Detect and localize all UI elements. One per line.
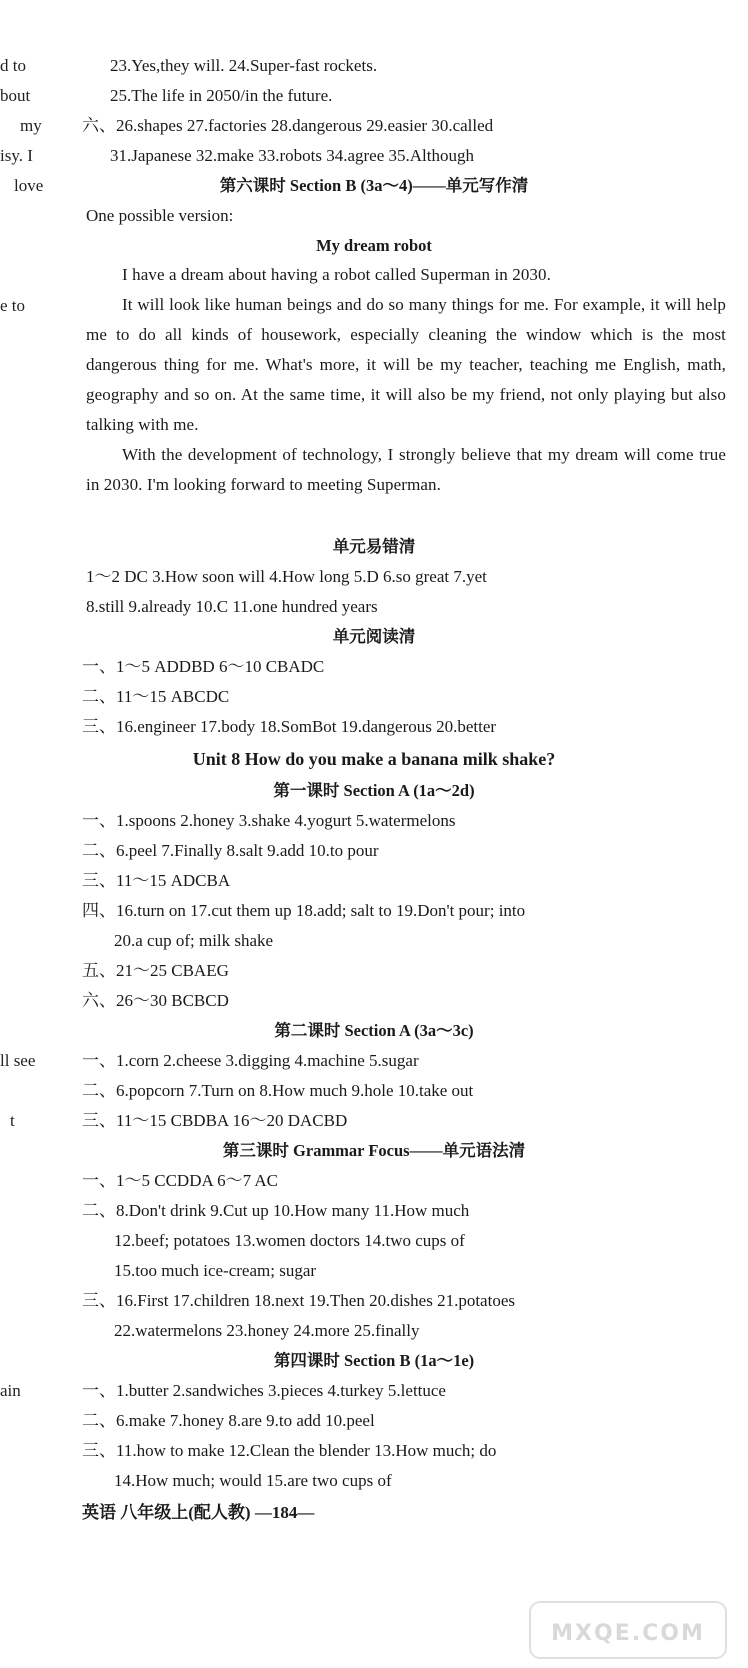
- margin-fragment: t: [10, 1111, 15, 1130]
- answer-line: 三、16.engineer 17.body 18.SomBot 19.dangerous 20.better: [82, 717, 497, 736]
- watermark-text: MXQE.COM: [551, 1621, 705, 1646]
- answer-line: 六、26～30 BCBCD: [82, 991, 229, 1010]
- section-heading: 第六课时 Section B (3a～4)——单元写作清: [219, 176, 529, 195]
- margin-fragment: my: [20, 116, 42, 135]
- essay-title: My dream robot: [316, 236, 432, 255]
- answer-line: 8.still 9.already 10.C 11.one hundred years: [86, 597, 378, 616]
- answer-line: 二、8.Don't drink 9.Cut up 10.How many 11.How much: [82, 1201, 470, 1220]
- margin-fragment: ain: [0, 1381, 21, 1400]
- section-heading: 第三课时 Grammar Focus——单元语法清: [222, 1141, 526, 1160]
- answer-line: 四、16.turn on 17.cut them up 18.add; salt to 19.Don't pour; into: [82, 901, 526, 920]
- answer-line: 一、1.corn 2.cheese 3.digging 4.machine 5.sugar: [82, 1051, 419, 1070]
- answer-line: 二、6.peel 7.Finally 8.salt 9.add 10.to pour: [82, 841, 379, 860]
- answer-line: 六、26.shapes 27.factories 28.dangerous 29.easier 30.called: [82, 116, 494, 135]
- answer-line: 14.How much; would 15.are two cups of: [114, 1471, 392, 1490]
- page-footer: 英语 八年级上(配人教) —184—: [82, 1503, 315, 1522]
- section-heading: 第一课时 Section A (1a～2d): [273, 781, 475, 800]
- essay-body: [86, 260, 726, 500]
- margin-fragment: e to: [0, 296, 26, 315]
- answer-line: 15.too much ice-cream; sugar: [114, 1261, 317, 1280]
- section-heading: 单元易错清: [332, 537, 416, 556]
- answer-line: 12.beef; potatoes 13.women doctors 14.two cups of: [114, 1231, 465, 1250]
- answer-line: 二、6.make 7.honey 8.are 9.to add 10.peel: [82, 1411, 375, 1430]
- answer-line: 三、11～15 CBDBA 16～20 DACBD: [82, 1111, 348, 1130]
- answer-line: 20.a cup of; milk shake: [114, 931, 274, 950]
- essay-paragraph: With the development of technology, I strongly believe that my dream will come true in 2030. I'm looking forward to meeting Superman.: [86, 445, 726, 494]
- answer-line: 三、11～15 ADCBA: [82, 871, 231, 890]
- margin-fragment: ll see: [0, 1051, 36, 1070]
- answer-line: 25.The life in 2050/in the future.: [110, 86, 333, 105]
- section-heading: 第四课时 Section B (1a～1e): [273, 1351, 475, 1370]
- sample-intro: One possible version:: [86, 206, 234, 225]
- unit-title: Unit 8 How do you make a banana milk shake?: [192, 749, 556, 769]
- answer-line: 23.Yes,they will. 24.Super-fast rockets.: [110, 56, 378, 75]
- margin-fragment: isy. I: [0, 146, 33, 165]
- answer-line: 二、6.popcorn 7.Turn on 8.How much 9.hole 10.take out: [82, 1081, 474, 1100]
- answer-line: 三、16.First 17.children 18.next 19.Then 20.dishes 21.potatoes: [82, 1291, 515, 1310]
- margin-fragment: love: [14, 176, 44, 195]
- section-heading: 单元阅读清: [332, 627, 416, 646]
- answer-line: 一、1.spoons 2.honey 3.shake 4.yogurt 5.watermelons: [82, 811, 456, 830]
- answer-line: 一、1.butter 2.sandwiches 3.pieces 4.turkey 5.lettuce: [82, 1381, 446, 1400]
- essay-paragraph: It will look like human beings and do so many things for me. For example, it will help me to do all kinds of housework, especially cleaning the window which is the most dangerous thing for me. What's more, it will be my teacher, teaching me English, math, geography and so on. At the same time, it will also be my friend, not only playing but also talking with me.: [86, 295, 726, 434]
- margin-fragment: d to: [0, 56, 26, 75]
- margin-fragment: bout: [0, 86, 31, 105]
- answer-line: 31.Japanese 32.make 33.robots 34.agree 35.Although: [110, 146, 474, 165]
- watermark-logo: [528, 1600, 728, 1660]
- answer-line: 二、11～15 ABCDC: [82, 687, 230, 706]
- section-heading: 第二课时 Section A (3a～3c): [274, 1021, 474, 1040]
- essay-paragraph: I have a dream about having a robot called Superman in 2030.: [122, 265, 551, 284]
- answer-line: 22.watermelons 23.honey 24.more 25.finally: [114, 1321, 420, 1340]
- answer-line: 1～2 DC 3.How soon will 4.How long 5.D 6.so great 7.yet: [86, 567, 487, 586]
- answer-line: 一、1～5 CCDDA 6～7 AC: [82, 1171, 278, 1190]
- answer-line: 一、1～5 ADDBD 6～10 CBADC: [82, 657, 325, 676]
- answer-line: 三、11.how to make 12.Clean the blender 13.How much; do: [82, 1441, 497, 1460]
- answer-line: 五、21～25 CBAEG: [82, 961, 229, 980]
